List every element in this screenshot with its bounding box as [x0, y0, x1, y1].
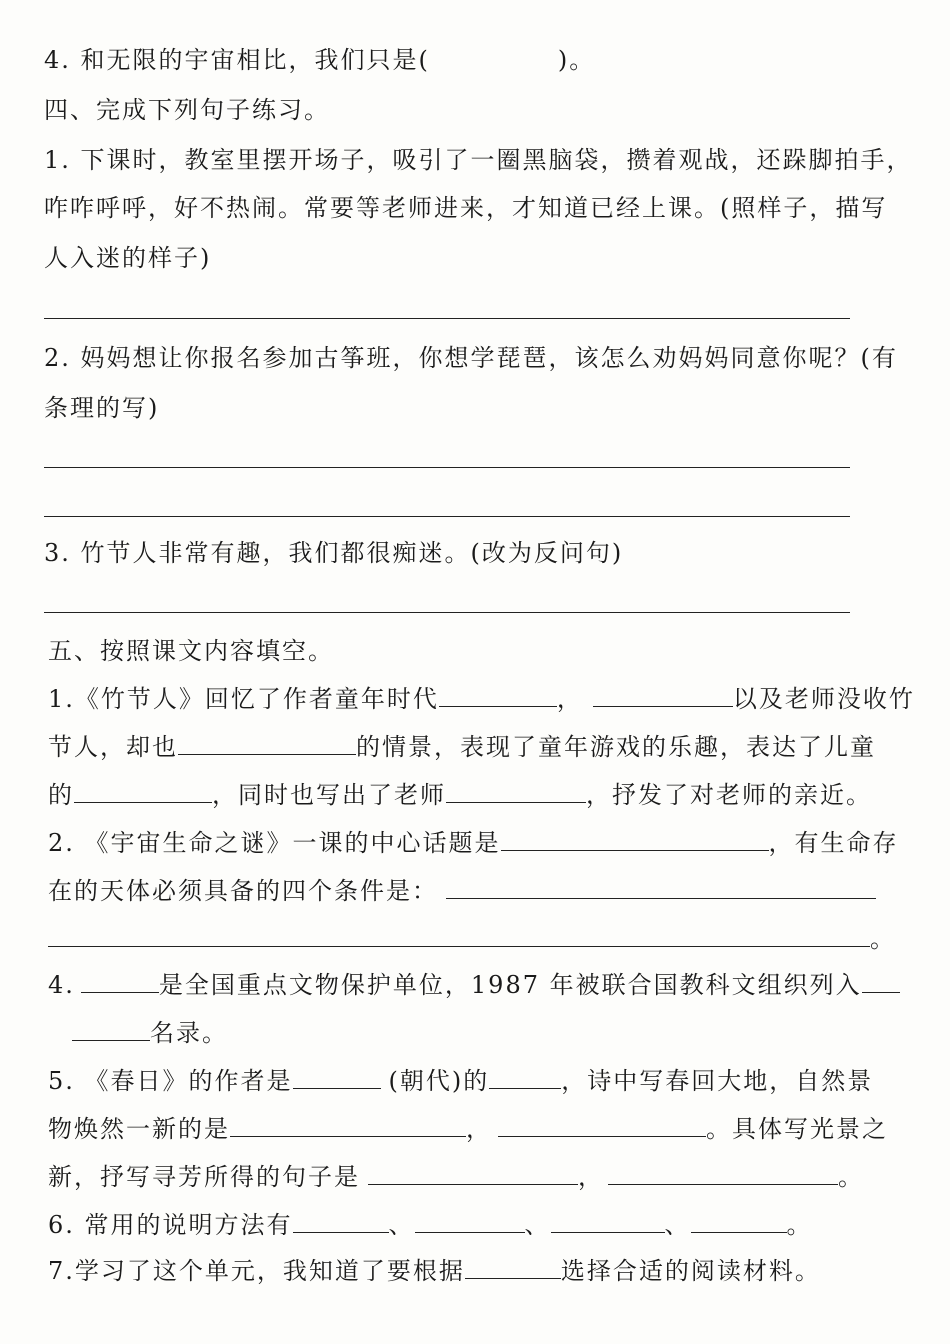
blank[interactable]: [862, 970, 900, 993]
text: 物焕然一新的是: [48, 1115, 230, 1143]
text: 4.: [48, 971, 75, 999]
s4-q1-line3: 人入迷的样子): [44, 244, 212, 272]
text: 、: [664, 1211, 691, 1239]
text: ，: [556, 685, 583, 713]
s4-q2-line2: 条理的写): [44, 394, 160, 422]
blank[interactable]: [489, 1066, 561, 1089]
blank[interactable]: [551, 1210, 665, 1233]
blank[interactable]: [415, 1210, 525, 1233]
section-5-heading: 五、按照课文内容填空。: [48, 637, 334, 665]
blank[interactable]: [48, 924, 870, 947]
blank[interactable]: [446, 876, 876, 899]
blank[interactable]: [72, 1018, 150, 1041]
text: 节人，却也: [48, 733, 178, 761]
blank[interactable]: [74, 780, 212, 803]
answer-line[interactable]: [44, 467, 850, 468]
s5-q5-line2: [48, 1114, 888, 1144]
s5-q6: [48, 1210, 813, 1240]
s5-q7: [48, 1256, 821, 1286]
text: 1.《竹节人》回忆了作者童年时代: [48, 685, 439, 713]
s5-q5-line1: [48, 1066, 873, 1096]
text: 7.学习了这个单元，我知道了要根据: [48, 1257, 465, 1285]
s5-q4-line1: [48, 970, 900, 1000]
blank[interactable]: [498, 1114, 706, 1137]
s5-q5-line3: [48, 1162, 864, 1192]
s4-q1-line1: 1. 下课时，教室里摆开场子，吸引了一圈黑脑袋，攒着观战，还跺脚拍手，: [44, 146, 913, 174]
text: 的: [48, 781, 74, 809]
question-text-end: )。: [557, 46, 596, 74]
text: 是全国重点文物保护单位，1987 年被联合国教科文组织列入: [158, 971, 862, 999]
answer-line[interactable]: [44, 612, 850, 613]
text: (朝代)的: [388, 1067, 490, 1095]
text: 2. 《宇宙生命之谜》一课的中心话题是: [48, 829, 501, 857]
text: 。: [870, 925, 896, 953]
blank[interactable]: [608, 1162, 838, 1185]
text: 5. 《春日》的作者是: [48, 1067, 293, 1095]
text: 以及老师没收竹: [732, 685, 915, 713]
s5-q2-line2: [48, 876, 876, 906]
s5-q4-line2: [72, 1018, 228, 1048]
blank[interactable]: [81, 970, 159, 993]
text: ，同时也写出了老师: [212, 781, 446, 809]
blank[interactable]: [230, 1114, 466, 1137]
text: 。具体写光景之: [706, 1115, 888, 1143]
text: ，抒发了对老师的亲近。: [586, 781, 872, 809]
s5-q2-line1: [48, 828, 899, 858]
s5-q1-line3: [48, 780, 872, 810]
answer-line[interactable]: [44, 318, 850, 319]
blank[interactable]: [691, 1210, 787, 1233]
text: ，: [466, 1115, 492, 1143]
blank[interactable]: [439, 684, 557, 707]
text: 选择合适的阅读材料。: [560, 1257, 821, 1285]
question-4-prev: [44, 45, 595, 75]
text: 。: [838, 1163, 864, 1191]
blank[interactable]: [178, 732, 356, 755]
s5-q1-line2: [48, 732, 876, 762]
blank[interactable]: [501, 828, 769, 851]
blank[interactable]: [446, 780, 586, 803]
text: ，诗中写春回大地，自然景: [561, 1067, 874, 1095]
blank[interactable]: [293, 1210, 389, 1233]
text: 的情景，表现了童年游戏的乐趣，表达了儿童: [356, 733, 876, 761]
text: 、: [388, 1211, 415, 1239]
question-text: 4. 和无限的宇宙相比，我们只是(: [44, 46, 430, 74]
text: ，有生命存: [768, 829, 899, 857]
text: 。: [786, 1211, 813, 1239]
blank[interactable]: [293, 1066, 381, 1089]
blank[interactable]: [593, 684, 733, 707]
s5-q2-line3: [48, 924, 896, 954]
section-4-heading: 四、完成下列句子练习。: [44, 96, 330, 124]
text: 6. 常用的说明方法有: [48, 1211, 293, 1239]
s4-q3-line1: 3. 竹节人非常有趣，我们都很痴迷。(改为反问句): [44, 539, 624, 567]
blank[interactable]: [465, 1256, 561, 1279]
text: 在的天体必须具备的四个条件是：: [48, 877, 438, 905]
blank[interactable]: [368, 1162, 578, 1185]
s4-q2-line1: 2. 妈妈想让你报名参加古筝班，你想学琵琶，该怎么劝妈妈同意你呢？(有: [44, 344, 898, 372]
text: 、: [524, 1211, 551, 1239]
s5-q1-line1: [48, 684, 915, 714]
text: ，: [578, 1163, 604, 1191]
answer-line[interactable]: [44, 516, 850, 517]
text: 新，抒写寻芳所得的句子是: [48, 1163, 360, 1191]
s4-q1-line2: 咋咋呼呼，好不热闹。常要等老师进来，才知道已经上课。(照样子，描写: [44, 194, 888, 222]
text: 名录。: [150, 1019, 228, 1047]
